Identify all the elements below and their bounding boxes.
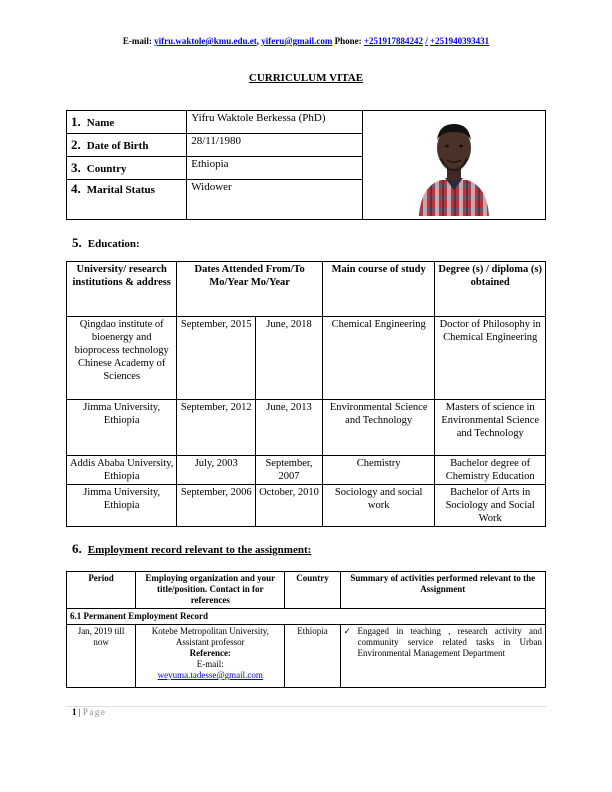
cell-from: September, 2006 bbox=[177, 485, 256, 527]
label-text: Marital Status bbox=[86, 184, 155, 196]
reference-email-link[interactable]: weyuma.tadesse@gmail.com bbox=[157, 670, 263, 680]
employment-table bbox=[66, 571, 546, 688]
cell-from: September, 2015 bbox=[177, 317, 256, 400]
cell-course: Chemical Engineering bbox=[322, 317, 435, 400]
section-title: Employment record relevant to the assignment: bbox=[87, 544, 312, 556]
table-row bbox=[67, 456, 546, 485]
cell-to: June, 2013 bbox=[256, 400, 323, 456]
label-text: Name bbox=[86, 117, 115, 129]
phone-link-1[interactable]: +251917884242 bbox=[363, 36, 423, 46]
cell-course: Environmental Science and Technology bbox=[322, 400, 435, 456]
checkmark-icon: ✓ bbox=[343, 626, 352, 636]
table-header-row bbox=[67, 262, 546, 317]
label-text: Date of Birth bbox=[86, 140, 149, 152]
personal-value-country: Ethiopia bbox=[187, 157, 363, 180]
employment-heading bbox=[72, 541, 311, 557]
item-number: 4. bbox=[71, 181, 81, 196]
header-country: Country bbox=[285, 572, 340, 609]
table-row bbox=[67, 317, 546, 400]
personal-label-marital bbox=[67, 180, 187, 220]
cell-institution: Jimma University, Ethiopia bbox=[67, 400, 177, 456]
cell-summary bbox=[340, 625, 545, 688]
email-separator: , bbox=[256, 36, 259, 46]
profile-photo bbox=[411, 112, 497, 216]
profile-photo-cell bbox=[362, 111, 545, 220]
personal-value-dob: 28/11/1980 bbox=[187, 134, 363, 157]
cell-degree: Masters of science in Environmental Science and Technology bbox=[435, 400, 546, 456]
cell-country: Ethiopia bbox=[285, 625, 340, 688]
cell-organization bbox=[136, 625, 285, 688]
section-title: Education: bbox=[87, 238, 140, 250]
table-header-row bbox=[67, 572, 546, 609]
page-number: 1 bbox=[72, 707, 77, 717]
label-text: Country bbox=[86, 163, 127, 175]
personal-label-country bbox=[67, 157, 187, 180]
table-row bbox=[67, 485, 546, 527]
cell-course: Chemistry bbox=[322, 456, 435, 485]
email-link-2[interactable]: yiferu@gmail.com bbox=[261, 36, 333, 46]
header-period: Period bbox=[67, 572, 136, 609]
section-number: 5. bbox=[72, 235, 82, 250]
section-number: 6. bbox=[72, 541, 82, 556]
phone-separator: / bbox=[425, 36, 428, 46]
cell-to: June, 2018 bbox=[256, 317, 323, 400]
document-title: CURRICULUM VITAE bbox=[248, 72, 364, 84]
header-summary: Summary of activities performed relevant to the Assignment bbox=[340, 572, 545, 609]
personal-label-name bbox=[67, 111, 187, 134]
header-course: Main course of study bbox=[322, 262, 435, 317]
cell-period: Jan, 2019 till now bbox=[67, 625, 136, 688]
personal-info-table bbox=[66, 110, 546, 220]
subsection-permanent: 6.1 Permanent Employment Record bbox=[67, 609, 546, 625]
cell-course: Sociology and social work bbox=[322, 485, 435, 527]
item-number: 2. bbox=[71, 137, 81, 152]
header-degree: Degree (s) / diploma (s) obtained bbox=[435, 262, 546, 317]
email-link-1[interactable]: yifru.waktole@kmu.edu.et bbox=[154, 36, 257, 46]
table-row bbox=[67, 625, 546, 688]
cell-degree: Bachelor degree of Chemistry Education bbox=[435, 456, 546, 485]
personal-value-name: Yifru Waktole Berkessa (PhD) bbox=[187, 111, 363, 134]
cell-to: September, 2007 bbox=[256, 456, 323, 485]
cell-from: September, 2012 bbox=[177, 400, 256, 456]
page-footer bbox=[72, 707, 106, 717]
org-text: Kotebe Metropolitan University, Assistant professor bbox=[151, 626, 269, 647]
item-number: 3. bbox=[71, 160, 81, 175]
cell-degree: Bachelor of Arts in Sociology and Social Work bbox=[435, 485, 546, 527]
item-number: 1. bbox=[71, 114, 81, 129]
phone-label: Phone: bbox=[334, 36, 362, 46]
contact-line bbox=[0, 36, 612, 46]
education-heading bbox=[72, 235, 140, 251]
footer-divider bbox=[66, 706, 546, 707]
reference-email-label: E-mail: bbox=[196, 659, 224, 669]
header-dates: Dates Attended From/To Mo/Year Mo/Year bbox=[177, 262, 323, 317]
email-label: E-mail: bbox=[122, 36, 152, 46]
header-organization: Employing organization and your title/position. Contact in for references bbox=[136, 572, 285, 609]
header-institution: University/ research institutions & address bbox=[67, 262, 177, 317]
cell-institution: Qingdao institute of bioenergy and bioprocess technology Chinese Academy of Sciences bbox=[67, 317, 177, 400]
table-row bbox=[67, 400, 546, 456]
personal-label-dob bbox=[67, 134, 187, 157]
education-table bbox=[66, 261, 546, 527]
cell-to: October, 2010 bbox=[256, 485, 323, 527]
cell-institution: Addis Ababa University, Ethiopia bbox=[67, 456, 177, 485]
page-word: Page bbox=[82, 707, 107, 717]
reference-label: Reference: bbox=[189, 648, 231, 658]
cell-degree: Doctor of Philosophy in Chemical Engineering bbox=[435, 317, 546, 400]
summary-text: Engaged in teaching , research activity and community service related tasks in Urban Environmental Management Department bbox=[357, 626, 542, 658]
footer-separator: | bbox=[78, 707, 81, 717]
phone-link-2[interactable]: +251940393431 bbox=[430, 36, 490, 46]
cell-institution: Jimma University, Ethiopia bbox=[67, 485, 177, 527]
personal-value-marital: Widower bbox=[187, 180, 363, 220]
cell-from: July, 2003 bbox=[177, 456, 256, 485]
